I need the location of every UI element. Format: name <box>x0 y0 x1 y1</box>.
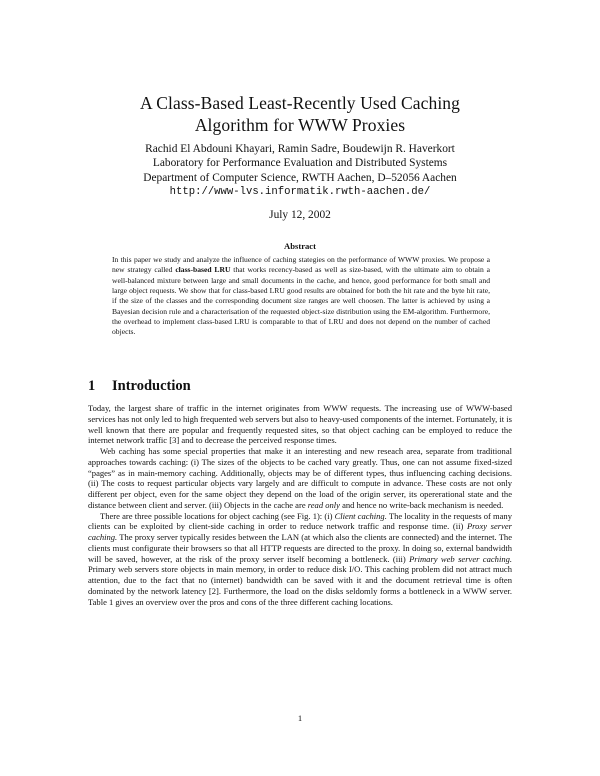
author-names: Rachid El Abdouni Khayari, Ramin Sadre, Boudewijn R. Haverkort <box>145 143 455 155</box>
abstract-bold-term: class-based LRU <box>175 265 231 275</box>
paragraph-3-part-d: Primary web servers store objects in main memory, in order to reduce disk I/O. This caching problem did not attract much attention, due to the fact that no (internet) bandwidth can be saved with it and the document retrieval time is often dominated by the network latency [2]. Furthermore, the load on the disks seldomly forms a bottleneck in a WWW server. Table 1 gives an overview over the pros and cons of the three different caching locations. <box>88 564 512 607</box>
section-heading <box>88 378 191 395</box>
paragraph-2 <box>88 446 512 511</box>
title-line-1: A Class-Based Least-Recently Used Caching <box>140 93 460 113</box>
author-block <box>60 142 540 199</box>
abstract-text <box>112 255 490 338</box>
paper-title <box>60 92 540 136</box>
affiliation-url[interactable]: http://www-lvs.informatik.rwth-aachen.de/ <box>169 185 431 198</box>
page-number: 1 <box>297 713 303 723</box>
affiliation-lab: Laboratory for Performance Evaluation and Distributed Systems <box>152 157 448 170</box>
paragraph-3-part-b: The locality in the requests of many clients can be exploited by client-side caching in order to reduce network traffic and response time. (ii) <box>88 510 512 532</box>
paragraph-3-client-caching: Client caching. <box>334 510 387 521</box>
abstract-text-part-1: In this paper we study and analyze the influence of caching stategies on the performance of WWW proxies. We propose a new strategy called <box>112 255 490 275</box>
paragraph-3 <box>88 511 512 608</box>
paragraph-1: Today, the largest share of traffic in the internet originates from WWW requests. The increasing use of WWW-based services has not only led to high frequented web servers but also to heavy-used components of the internet. Fortunately, it is well known that there are popular and frequently requested sites, so that object caching can be employed to reduce the internet network traffic [3] and to decrease the perceived response times. <box>88 403 512 446</box>
paragraph-2-part-a: Web caching has some special properties that make it an interesting and new reseach area, separate from traditional approaches towards caching: (i) The sizes of the objects to be cached vary greatly. Thus, one can not assume fixed-sized “pages” as in main-memory caching. Additionally, objects may be of different types, thus influencing caching decisions. (ii) The costs to request particular objects vary largely and are difficult to compute in advance. These costs are not only different per object, even for the same object they depend on the load of the origin server, its opererational state and the distance between client and server. (iii) Objects in the cache are <box>88 446 512 510</box>
abstract-heading: Abstract <box>284 241 316 251</box>
paragraph-3-primary-caching: Primary web server caching. <box>409 553 512 564</box>
title-line-2: Algorithm for WWW Proxies <box>194 115 406 135</box>
paper-date: July 12, 2002 <box>269 209 331 221</box>
paragraph-3-part-c: The proxy server typically resides between the LAN (at which also the clients are connected) and the internet. The clients must configurate their browsers so that all HTTP requests are directed to the proxy. In doing so, external bandwidth will be saved, however, at the risk of the proxy server itself becoming a bottleneck. (iii) <box>88 532 512 564</box>
paragraph-3-part-a: There are three possible locations for object caching (see Fig. 1): (i) <box>100 510 335 521</box>
section-number: 1 <box>88 378 96 394</box>
section-title: Introduction <box>112 378 191 394</box>
body-text <box>88 403 512 607</box>
paragraph-3-proxy-caching: Proxy server caching. <box>88 521 512 542</box>
abstract-text-part-2: that works recency-based as well as size-based, with the ultimate aim to obtain a well-balanced mixture between large and small documents in the cache, and hence, good performance for both small and large object requests. We show that for class-based LRU good results are obtained for both the hit rate and the byte hit rate, if the size of the classes and the corresponding document size ranges are well choosen. The latter is achieved by using a Bayesian decision rule and a characterisation of the requested object-size distribution using the EM-algorithm. Furthermore, the overhead to implement class-based LRU is comparable to that of LRU and does not depend on the number of cached objects. <box>112 265 491 337</box>
paragraph-2-italic: read only <box>307 499 340 510</box>
paragraph-2-part-b: and hence no write-back mechanism is needed. <box>339 499 504 510</box>
affiliation-dept: Department of Computer Science, RWTH Aachen, D–52056 Aachen <box>143 171 457 184</box>
